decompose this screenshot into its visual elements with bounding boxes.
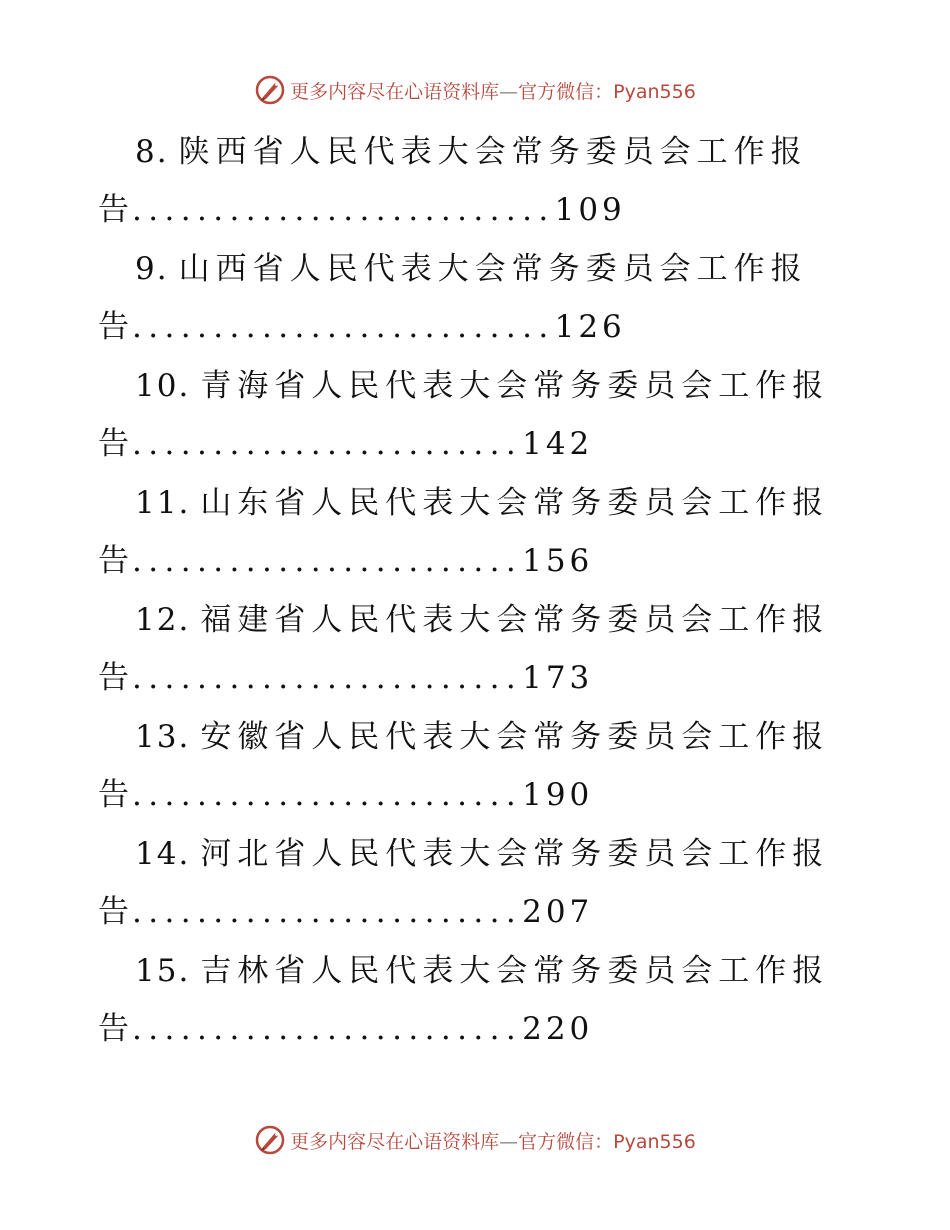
- toc-page-number: 109: [554, 192, 626, 228]
- toc-entry[interactable]: [0, 352, 950, 469]
- toc-entry-number: 11.: [135, 485, 191, 521]
- toc-entry-title: 13. 安徽省人民代表大会常务委员会工作报: [135, 719, 830, 755]
- toc-entry-title: 11. 山东省人民代表大会常务委员会工作报: [135, 485, 830, 521]
- table-of-contents: [0, 118, 950, 1054]
- toc-entry-number: 15.: [135, 953, 191, 989]
- toc-entry-title: 12. 福建省人民代表大会常务委员会工作报: [135, 602, 830, 638]
- toc-entry-leader: 告........................190: [98, 777, 594, 813]
- toc-entry-leader: 告........................156: [98, 543, 594, 579]
- toc-entry-leader: 告........................142: [98, 426, 594, 462]
- toc-entry[interactable]: [0, 469, 950, 586]
- toc-page-number: 190: [522, 777, 594, 813]
- toc-page-number: 156: [522, 543, 594, 579]
- toc-entry[interactable]: [0, 820, 950, 937]
- toc-entry-number: 8.: [135, 134, 169, 170]
- toc-entry-title: 14. 河北省人民代表大会常务委员会工作报: [135, 836, 830, 872]
- toc-page-number: 207: [522, 894, 594, 930]
- toc-page-number: 220: [522, 1011, 594, 1047]
- banner-text: 更多内容尽在心语资料库—官方微信：Pyan556: [290, 80, 696, 103]
- toc-entry[interactable]: [0, 118, 950, 235]
- toc-entry[interactable]: [0, 703, 950, 820]
- toc-entry-number: 9.: [135, 251, 169, 287]
- toc-entry-title: 9. 山西省人民代表大会常务委员会工作报: [135, 251, 808, 287]
- toc-entry-title: 8. 陕西省人民代表大会常务委员会工作报: [135, 134, 808, 170]
- pen-logo-icon: [254, 1124, 286, 1156]
- toc-entry-number: 10.: [135, 368, 191, 404]
- toc-entry[interactable]: [0, 937, 950, 1054]
- toc-entry-leader: 告..........................126: [98, 309, 626, 345]
- banner-text: 更多内容尽在心语资料库—官方微信：Pyan556: [290, 1130, 696, 1153]
- toc-entry-number: 12.: [135, 602, 191, 638]
- toc-entry-leader: 告..........................109: [98, 192, 626, 228]
- header-banner: [0, 70, 950, 110]
- toc-entry-title: 10. 青海省人民代表大会常务委员会工作报: [135, 368, 830, 404]
- toc-entry-leader: 告........................173: [98, 660, 594, 696]
- toc-entry[interactable]: [0, 235, 950, 352]
- pen-logo-icon: [254, 74, 286, 106]
- toc-entry[interactable]: [0, 586, 950, 703]
- toc-entry-title: 15. 吉林省人民代表大会常务委员会工作报: [135, 953, 830, 989]
- footer-banner: [0, 1120, 950, 1160]
- toc-page-number: 126: [554, 309, 626, 345]
- toc-page-number: 142: [522, 426, 594, 462]
- toc-entry-number: 14.: [135, 836, 191, 872]
- toc-entry-leader: 告........................207: [98, 894, 594, 930]
- toc-entry-leader: 告........................220: [98, 1011, 594, 1047]
- toc-page-number: 173: [522, 660, 594, 696]
- toc-entry-number: 13.: [135, 719, 191, 755]
